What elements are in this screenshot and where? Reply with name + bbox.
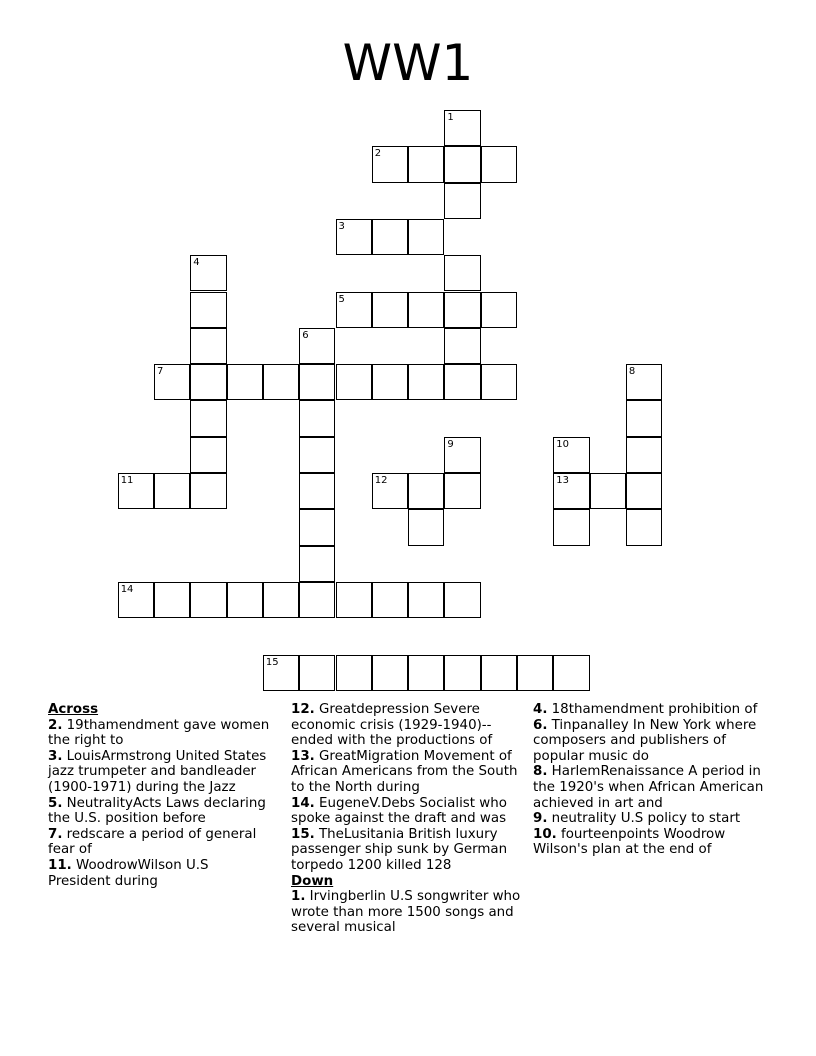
grid-cell[interactable] xyxy=(372,219,408,255)
grid-cell[interactable] xyxy=(590,473,626,509)
across-header: Across xyxy=(48,702,99,717)
grid-cell[interactable] xyxy=(299,400,335,436)
clue-text: neutrality U.S policy to start xyxy=(547,811,741,827)
grid-cell[interactable] xyxy=(408,146,444,182)
clue-number: 11. xyxy=(48,857,72,873)
grid-cell[interactable] xyxy=(190,473,226,509)
clue-text: fourteenpoints Woodrow Wilson's plan at the end of xyxy=(533,826,726,858)
grid-cell[interactable] xyxy=(263,582,299,618)
grid-cell[interactable] xyxy=(517,655,553,691)
grid-cell[interactable] xyxy=(299,655,335,691)
grid-cell[interactable] xyxy=(190,364,226,400)
grid-cell[interactable] xyxy=(626,437,662,473)
grid-clue-number: 8 xyxy=(628,366,636,378)
clue-text: NeutralityActs Laws declaring the U.S. position before xyxy=(48,795,266,827)
clue-column-1 xyxy=(48,702,270,889)
grid-clue-number: 1 xyxy=(447,112,454,123)
clue-number: 10. xyxy=(533,826,557,842)
grid-cell[interactable] xyxy=(444,146,480,182)
grid-cell[interactable] xyxy=(481,364,517,400)
clue-number: 2. xyxy=(48,717,63,733)
clue-across-13 xyxy=(291,749,527,796)
grid-cell[interactable] xyxy=(444,183,480,219)
grid-cell[interactable] xyxy=(408,219,444,255)
clue-across-11 xyxy=(48,858,270,889)
clue-text: LouisArmstrong United States jazz trumpeter and bandleader (1900-1971) during the Jazz xyxy=(48,748,267,795)
clue-text: 19thamendment gave women the right to xyxy=(48,717,270,749)
clue-across-14 xyxy=(291,796,527,827)
clue-number: 8. xyxy=(533,764,548,780)
grid-cell[interactable] xyxy=(299,546,335,582)
grid-cell[interactable] xyxy=(408,582,444,618)
clue-down-4 xyxy=(533,702,769,718)
grid-cell[interactable] xyxy=(336,582,372,618)
clue-number: 14. xyxy=(291,795,315,811)
grid-cell[interactable] xyxy=(227,364,263,400)
clue-text: WoodrowWilson U.S President during xyxy=(48,857,209,889)
clue-number: 6. xyxy=(533,717,548,733)
clue-number: 5. xyxy=(48,795,63,811)
grid-clue-number: 4 xyxy=(193,257,200,269)
grid-cell[interactable] xyxy=(190,400,226,436)
clue-number: 4. xyxy=(533,702,548,717)
clue-text: HarlemRenaissance A period in the 1920's when African American achieved in art and xyxy=(533,764,764,811)
clue-text: EugeneV.Debs Socialist who spoke against the draft and was xyxy=(291,795,507,827)
clue-across-2 xyxy=(48,718,270,749)
clue-text: redscare a period of general fear of xyxy=(48,826,257,858)
grid-cell[interactable] xyxy=(408,655,444,691)
grid-clue-number: 11 xyxy=(120,475,134,486)
clue-number: 15. xyxy=(291,826,315,842)
grid-cell[interactable] xyxy=(154,473,190,509)
clue-down-1 xyxy=(291,889,527,936)
grid-cell[interactable] xyxy=(299,437,335,473)
grid-clue-number: 15 xyxy=(265,656,279,668)
grid-clue-number: 10 xyxy=(556,438,570,450)
clue-down-6 xyxy=(533,718,769,765)
grid-cell[interactable] xyxy=(299,473,335,509)
grid-cell[interactable] xyxy=(444,582,480,618)
clue-down-10 xyxy=(533,827,769,858)
grid-cell[interactable] xyxy=(444,328,480,364)
grid-cell[interactable] xyxy=(299,509,335,545)
clue-across-12 xyxy=(291,702,527,749)
grid-cell[interactable] xyxy=(444,255,480,291)
grid-cell[interactable] xyxy=(190,328,226,364)
puzzle-title: WW1 xyxy=(342,34,474,92)
grid-cell[interactable] xyxy=(299,364,335,400)
grid-cell[interactable] xyxy=(190,582,226,618)
grid-cell[interactable] xyxy=(408,364,444,400)
grid-cell[interactable] xyxy=(190,437,226,473)
grid-clue-number: 9 xyxy=(447,438,454,450)
grid-cell[interactable] xyxy=(626,400,662,436)
clue-across-15 xyxy=(291,827,527,874)
grid-clue-number: 13 xyxy=(556,475,570,486)
grid-clue-number: 7 xyxy=(157,366,164,378)
clue-down-9 xyxy=(533,811,769,827)
clue-number: 3. xyxy=(48,748,63,764)
grid-cell[interactable] xyxy=(553,655,589,691)
grid-cell[interactable] xyxy=(336,364,372,400)
grid-cell[interactable] xyxy=(444,292,480,328)
clue-text: TheLusitania British luxury passenger ship sunk by German torpedo 1200 killed 128 xyxy=(291,826,508,873)
grid-cell[interactable] xyxy=(444,473,480,509)
grid-cell[interactable] xyxy=(372,364,408,400)
clue-text: Irvingberlin U.S songwriter who wrote than more 1500 songs and several musical xyxy=(291,889,521,936)
grid-clue-number: 6 xyxy=(302,329,309,341)
clue-text: Tinpanalley In New York where composers and publishers of popular music do xyxy=(533,717,757,764)
clue-down-8 xyxy=(533,764,769,811)
down-header: Down xyxy=(291,873,334,889)
grid-cell[interactable] xyxy=(154,582,190,618)
grid-cell[interactable] xyxy=(481,655,517,691)
clue-text: GreatMigration Movement of African Americans from the South to the North during xyxy=(291,748,518,795)
grid-cell[interactable] xyxy=(444,655,480,691)
clue-number: 1. xyxy=(291,889,306,905)
grid-cell[interactable] xyxy=(408,473,444,509)
clue-across-7 xyxy=(48,827,270,858)
grid-cell[interactable] xyxy=(299,582,335,618)
grid-cell[interactable] xyxy=(626,473,662,509)
grid-cell[interactable] xyxy=(263,364,299,400)
clue-text: 18thamendment prohibition of xyxy=(547,702,758,717)
grid-cell[interactable] xyxy=(481,292,517,328)
grid-cell[interactable] xyxy=(336,655,372,691)
grid-cell[interactable] xyxy=(227,582,263,618)
grid-cell[interactable] xyxy=(190,292,226,328)
clue-column-3 xyxy=(533,702,769,858)
grid-cell[interactable] xyxy=(626,509,662,545)
grid-cell[interactable] xyxy=(408,509,444,545)
grid-cell[interactable] xyxy=(444,364,480,400)
clue-across-5 xyxy=(48,796,270,827)
clue-number: 13. xyxy=(291,748,315,764)
grid-clue-number: 12 xyxy=(374,475,388,486)
clue-number: 9. xyxy=(533,811,548,827)
grid-clue-number: 14 xyxy=(120,583,134,595)
clue-column-2 xyxy=(291,702,527,936)
grid-clue-number: 3 xyxy=(338,220,345,232)
grid-cell[interactable] xyxy=(372,655,408,691)
grid-cell[interactable] xyxy=(372,292,408,328)
grid-clue-number: 2 xyxy=(374,148,382,160)
clue-number: 12. xyxy=(291,702,315,717)
grid-cell[interactable] xyxy=(481,146,517,182)
grid-cell[interactable] xyxy=(553,509,589,545)
grid-cell[interactable] xyxy=(408,292,444,328)
clue-across-3 xyxy=(48,749,270,796)
grid-cell[interactable] xyxy=(372,582,408,618)
grid-clue-number: 5 xyxy=(338,293,345,305)
clue-number: 7. xyxy=(48,826,63,842)
clue-text: Greatdepression Severe economic crisis (1929-1940)--ended with the productions of xyxy=(291,702,493,749)
